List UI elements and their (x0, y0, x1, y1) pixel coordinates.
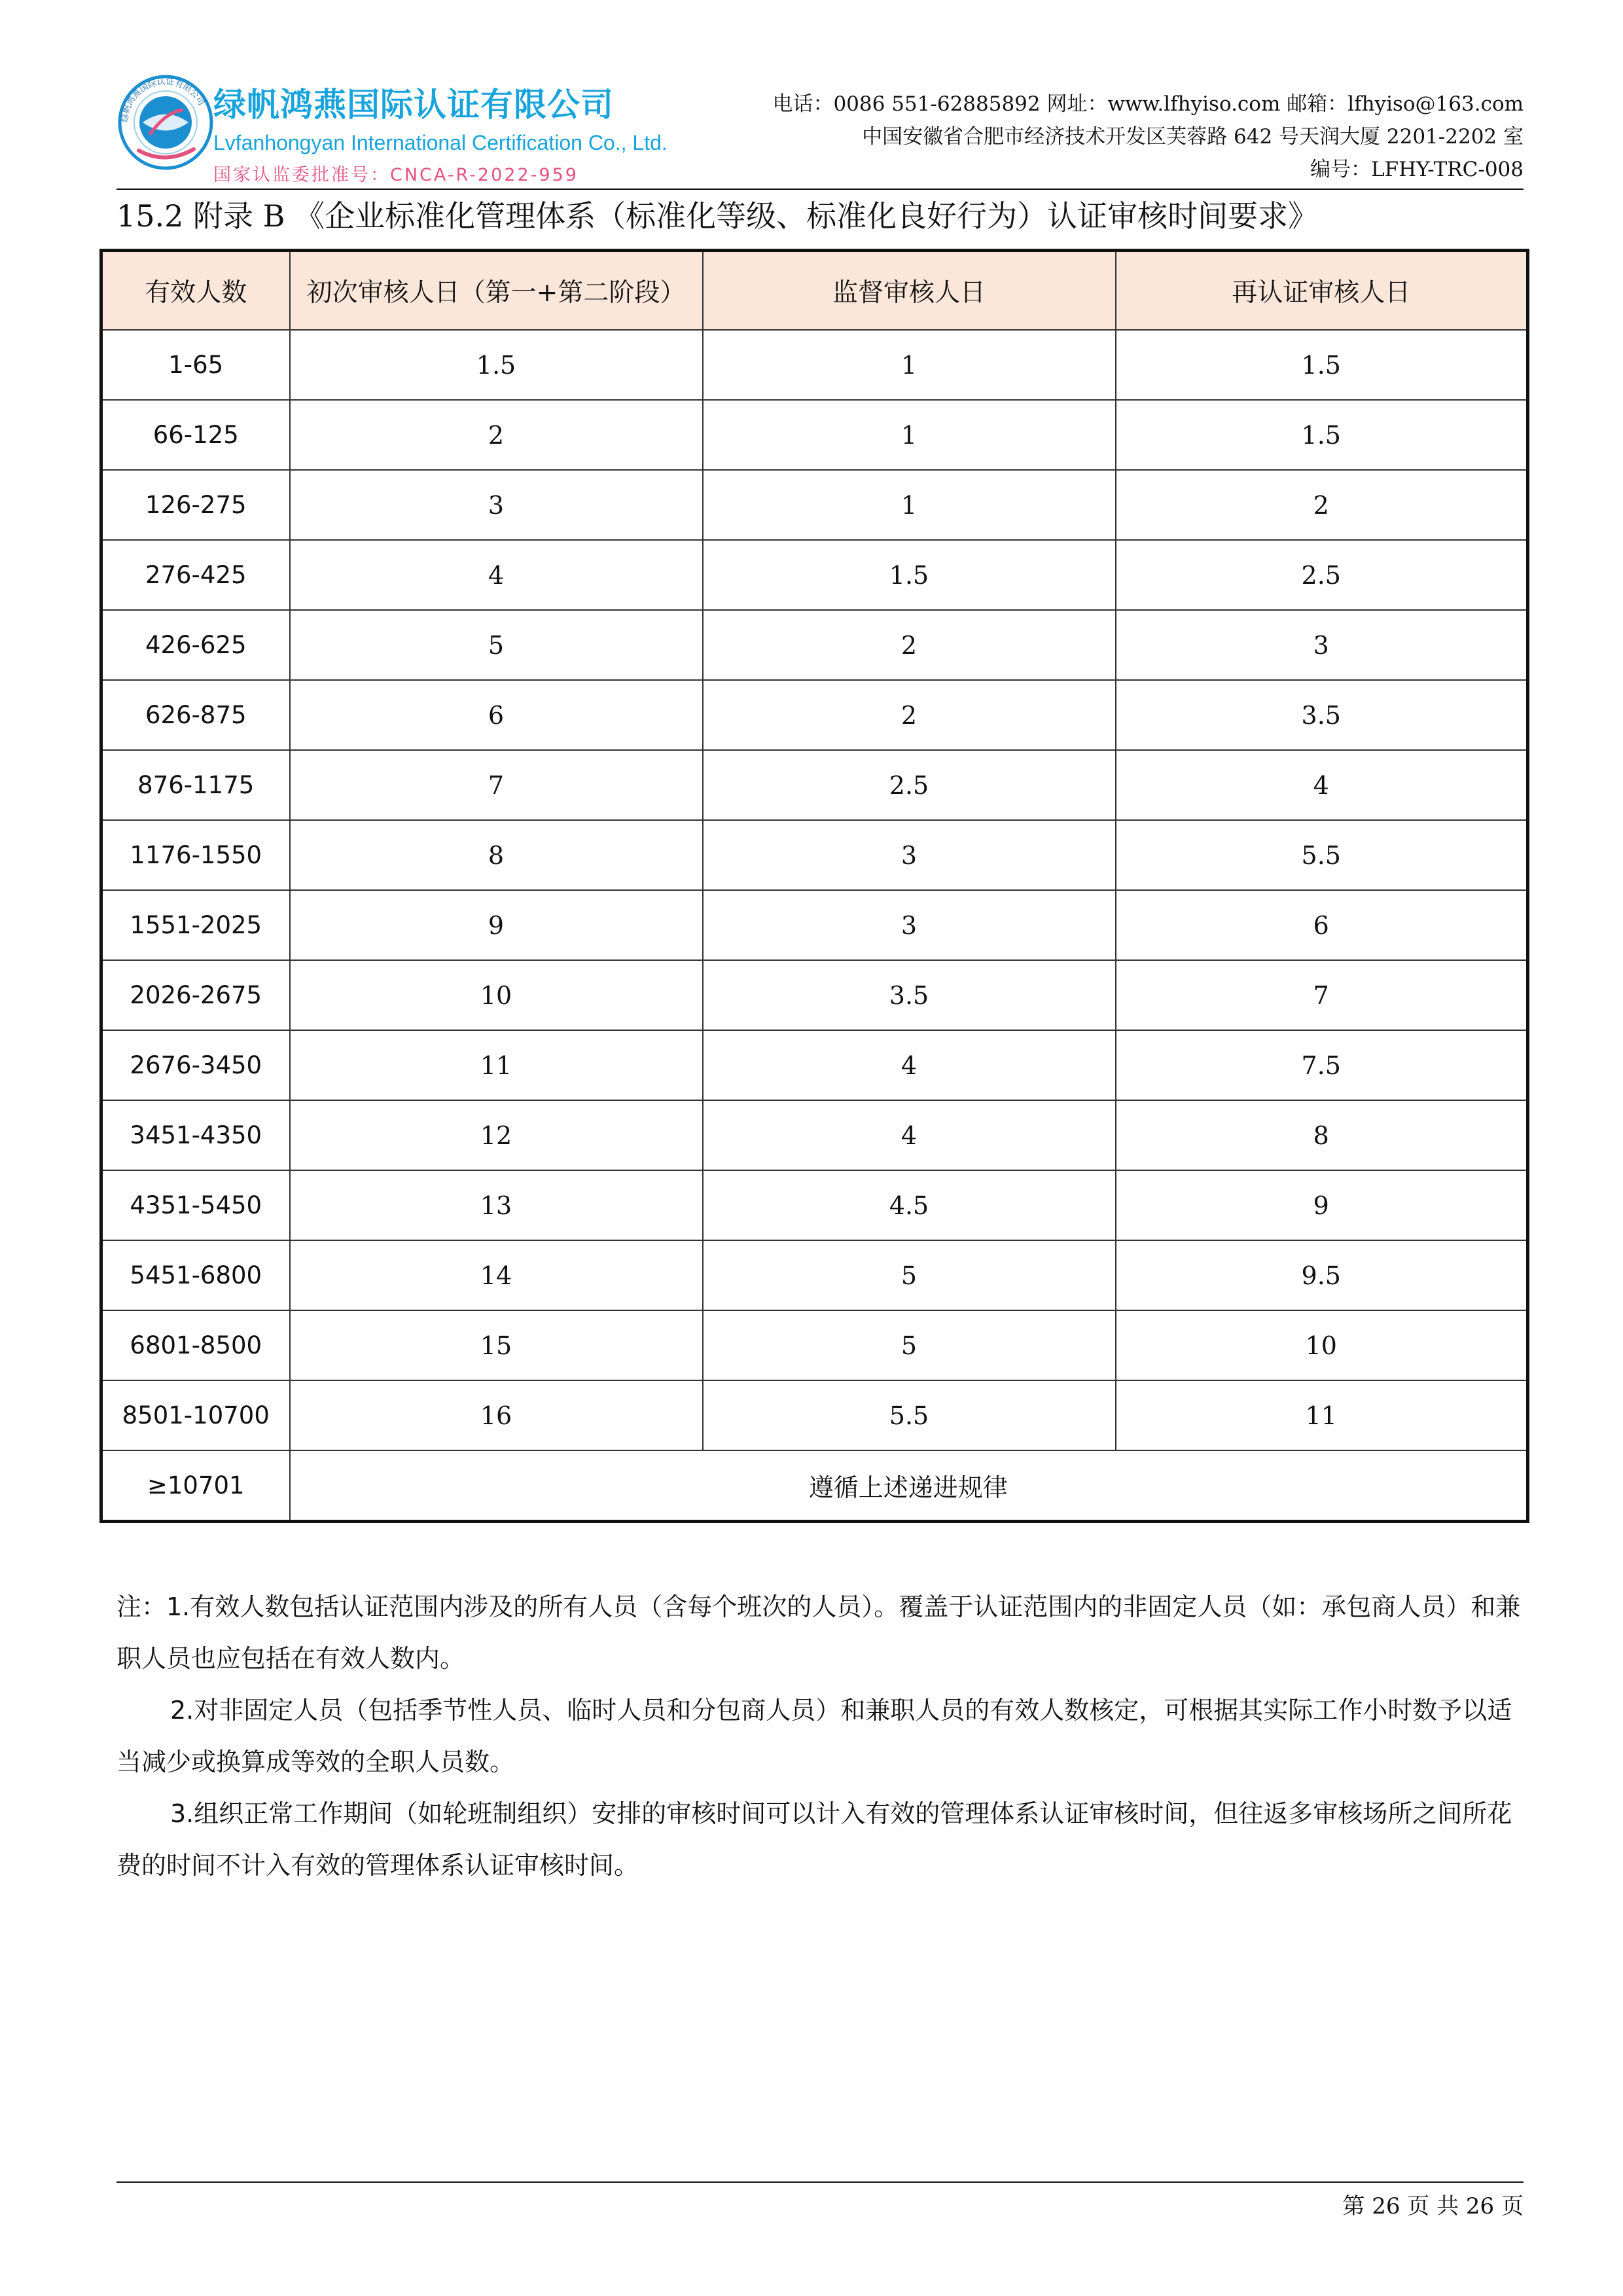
table-row (101, 1030, 1528, 1100)
table-row (101, 960, 1528, 1030)
table-row (101, 1310, 1528, 1380)
cell-recertification: 3 (1116, 610, 1528, 680)
cell-surveillance: 2.5 (703, 750, 1116, 820)
cell-surveillance: 1 (703, 400, 1116, 470)
cell-recertification: 1.5 (1116, 330, 1528, 400)
cell-surveillance: 5 (703, 1240, 1116, 1310)
cell-initial: 5 (290, 610, 703, 680)
cell-initial: 15 (290, 1310, 703, 1380)
table-row (101, 470, 1528, 540)
table-row (101, 890, 1528, 960)
cell-surveillance: 1 (703, 470, 1116, 540)
table-notes (116, 1581, 1524, 1892)
cell-personnel: 8501-10700 (101, 1380, 290, 1450)
table-row (101, 540, 1528, 610)
cell-personnel: 876-1175 (101, 750, 290, 820)
page-number: 第 26 页 共 26 页 (1342, 2193, 1524, 2219)
page-header (116, 73, 1524, 190)
audit-time-table (99, 249, 1529, 1523)
cell-surveillance: 5.5 (703, 1380, 1116, 1450)
table-row (101, 610, 1528, 680)
cell-initial: 7 (290, 750, 703, 820)
cell-initial: 8 (290, 820, 703, 890)
table-row (101, 750, 1528, 820)
company-name-en: Lvfanhongyan International Certification Co., Ltd. (213, 131, 668, 154)
table-row (101, 680, 1528, 750)
cell-personnel: 5451-6800 (101, 1240, 290, 1310)
table-row (101, 820, 1528, 890)
note-3: 3.组织正常工作期间（如轮班制组织）安排的审核时间可以计入有效的管理体系认证审核时间，但往返多审核场所之间所花费的时间不计入有效的管理体系认证审核时间。 (116, 1799, 1512, 1880)
cell-surveillance: 5 (703, 1310, 1116, 1380)
header-surveillance-audit-days: 监督审核人日 (703, 251, 1116, 331)
contact-info (772, 88, 1524, 186)
table-row (101, 330, 1528, 400)
cell-recertification: 2 (1116, 470, 1528, 540)
cell-surveillance: 4.5 (703, 1170, 1116, 1240)
cell-initial: 14 (290, 1240, 703, 1310)
cell-initial: 1.5 (290, 330, 703, 400)
header-initial-audit-days: 初次审核人日（第一+第二阶段） (290, 251, 703, 331)
cell-recertification: 5.5 (1116, 820, 1528, 890)
cell-surveillance: 3 (703, 820, 1116, 890)
cell-personnel: 426-625 (101, 610, 290, 680)
cell-initial: 11 (290, 1030, 703, 1100)
table-row-last (101, 1450, 1528, 1522)
contact-line-phone-web-email: 电话：0086 551-62885892 网址：www.lfhyiso.com 邮箱：lfhyiso@163.com (772, 92, 1524, 116)
note-1: 注：1.有效人数包括认证范围内涉及的所有人员（含每个班次的人员）。覆盖于认证范围内的非固定人员（如：承包商人员）和兼职人员也应包括在有效人数内。 (116, 1592, 1521, 1673)
cell-recertification: 3.5 (1116, 680, 1528, 750)
cell-surveillance: 1.5 (703, 540, 1116, 610)
cell-initial: 10 (290, 960, 703, 1030)
cell-personnel: 276-425 (101, 540, 290, 610)
table-row (101, 1380, 1528, 1450)
cell-personnel: 4351-5450 (101, 1170, 290, 1240)
cell-initial: 12 (290, 1100, 703, 1170)
cell-recertification: 7.5 (1116, 1030, 1528, 1100)
table-header-row (101, 251, 1528, 331)
table-row (101, 400, 1528, 470)
cell-personnel: 1-65 (101, 330, 290, 400)
cell-personnel: 626-875 (101, 680, 290, 750)
company-logo-icon (116, 73, 215, 171)
cell-surveillance: 3 (703, 890, 1116, 960)
cell-initial: 2 (290, 400, 703, 470)
cell-personnel: 2026-2675 (101, 960, 290, 1030)
cell-recertification: 8 (1116, 1100, 1528, 1170)
note-2: 2.对非固定人员（包括季节性人员、临时人员和分包商人员）和兼职人员的有效人数核定，可根据其实际工作小时数予以适当减少或换算成等效的全职人员数。 (116, 1696, 1512, 1776)
cell-initial: 3 (290, 470, 703, 540)
cell-initial: 16 (290, 1380, 703, 1450)
cell-personnel: 126-275 (101, 470, 290, 540)
cell-personnel: 6801-8500 (101, 1310, 290, 1380)
cell-surveillance: 2 (703, 610, 1116, 680)
cell-surveillance: 4 (703, 1100, 1116, 1170)
cell-initial: 9 (290, 890, 703, 960)
cell-initial: 6 (290, 680, 703, 750)
cell-recertification: 1.5 (1116, 400, 1528, 470)
cell-recertification: 9 (1116, 1170, 1528, 1240)
table-row (101, 1100, 1528, 1170)
cell-progressive-rule: 遵循上述递进规律 (290, 1450, 1528, 1522)
header-recertification-audit-days: 再认证审核人日 (1116, 251, 1528, 331)
cell-surveillance: 2 (703, 680, 1116, 750)
cell-personnel: 3451-4350 (101, 1100, 290, 1170)
footer-divider (116, 2181, 1524, 2183)
cell-personnel: 66-125 (101, 400, 290, 470)
cell-personnel: 1551-2025 (101, 890, 290, 960)
approval-number: 国家认监委批准号：CNCA-R-2022-959 (213, 165, 579, 185)
section-title: 15.2 附录 B 《企业标准化管理体系（标准化等级、标准化良好行为）认证审核时间要求》 (116, 198, 1319, 234)
cell-recertification: 10 (1116, 1310, 1528, 1380)
cell-surveillance: 1 (703, 330, 1116, 400)
cell-personnel: 1176-1550 (101, 820, 290, 890)
cell-recertification: 4 (1116, 750, 1528, 820)
document-number: 编号：LFHY-TRC-008 (1310, 158, 1524, 181)
cell-personnel: ≥10701 (101, 1450, 290, 1522)
cell-recertification: 9.5 (1116, 1240, 1528, 1310)
table-row (101, 1170, 1528, 1240)
cell-initial: 4 (290, 540, 703, 610)
cell-recertification: 6 (1116, 890, 1528, 960)
cell-recertification: 2.5 (1116, 540, 1528, 610)
cell-surveillance: 4 (703, 1030, 1116, 1100)
header-effective-personnel: 有效人数 (101, 251, 290, 331)
cell-recertification: 11 (1116, 1380, 1528, 1450)
company-name-cn: 绿帆鸿燕国际认证有限公司 (213, 86, 614, 124)
header-divider (116, 188, 1524, 190)
cell-initial: 13 (290, 1170, 703, 1240)
contact-line-address: 中国安徽省合肥市经济技术开发区芙蓉路 642 号天润大厦 2201-2202 室 (862, 125, 1524, 149)
cell-surveillance: 3.5 (703, 960, 1116, 1030)
table-row (101, 1240, 1528, 1310)
logo-ring-text: 绿帆鸿燕国际认证有限公司 (120, 77, 207, 123)
cell-recertification: 7 (1116, 960, 1528, 1030)
cell-personnel: 2676-3450 (101, 1030, 290, 1100)
